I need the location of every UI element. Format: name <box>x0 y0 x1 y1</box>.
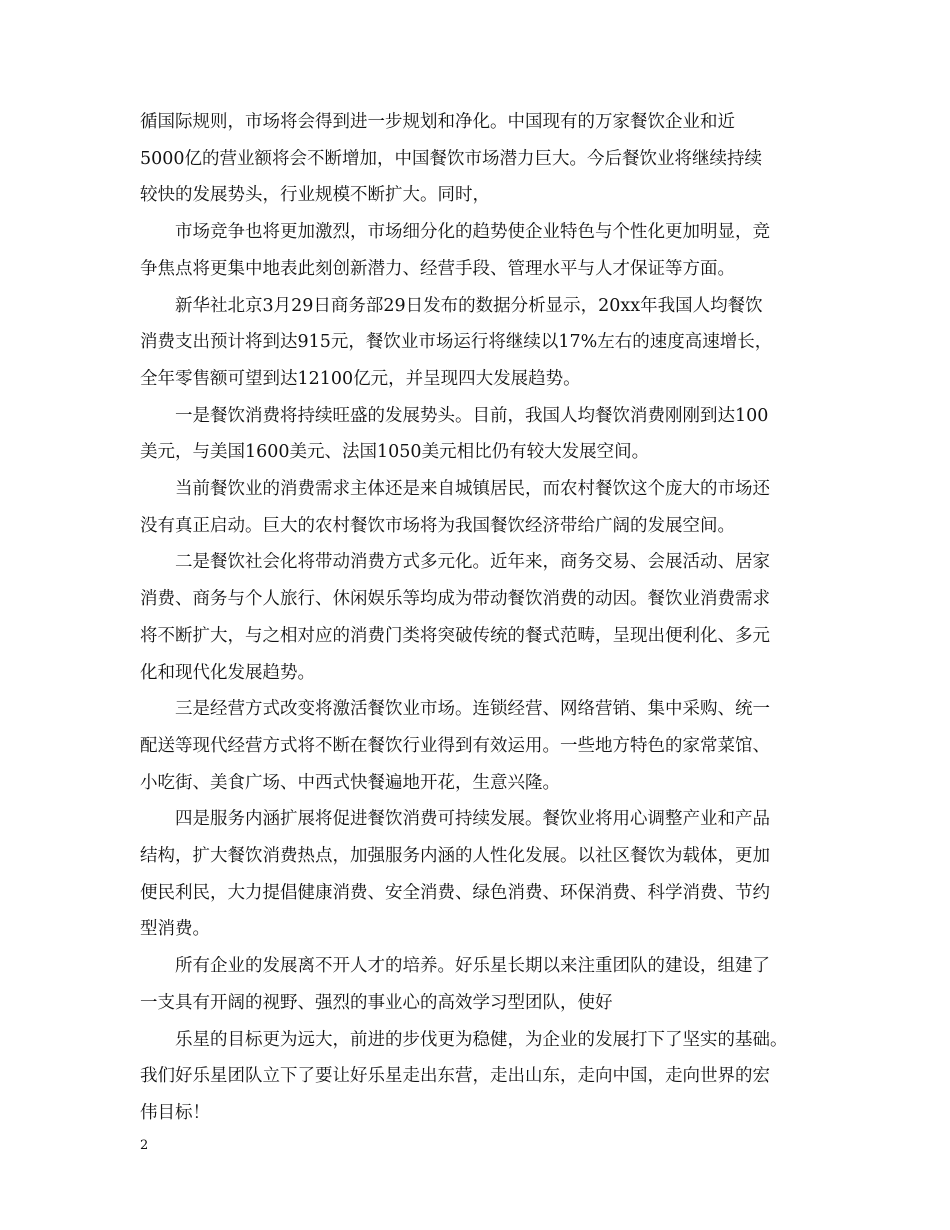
text-line: 消费、商务与个人旅行、休闲娱乐等均成为带动餐饮消费的动因。餐饮业消费需求 <box>140 589 770 610</box>
text-line: 三是经营方式改变将激活餐饮业市场。连锁经营、网络营销、集中采购、统一 <box>140 699 770 720</box>
text-line: 5000亿的营业额将会不断增加，中国餐饮市场潜力巨大。今后餐饮业将继续持续 <box>140 148 763 169</box>
text-line: 全年零售额可望到达12100亿元，并呈现四大发展趋势。 <box>140 368 581 389</box>
text-line: 消费支出预计将到达915元，餐饮业市场运行将继续以17%左右的速度高速增长， <box>140 332 773 353</box>
text-line: 型消费。 <box>140 919 210 940</box>
text-line: 便民利民，大力提倡健康消费、安全消费、绿色消费、环保消费、科学消费、节约 <box>140 882 770 903</box>
text-line: 所有企业的发展离不开人才的培养。好乐星长期以来注重团队的建设，组建了 <box>140 956 770 977</box>
page-number: 2 <box>140 1138 149 1153</box>
text-line: 美元，与美国1600美元、法国1050美元相比仍有较大发展空间。 <box>140 442 650 463</box>
text-line: 一是餐饮消费将持续旺盛的发展势头。目前，我国人均餐饮消费刚刚到达100 <box>140 405 769 426</box>
text-line: 伟目标！ <box>140 1102 210 1123</box>
text-line: 四是服务内涵扩展将促进餐饮消费可持续发展。餐饮业将用心调整产业和产品 <box>140 809 770 830</box>
text-line: 配送等现代经营方式将不断在餐饮行业得到有效运用。一些地方特色的家常菜馆、 <box>140 735 770 756</box>
text-line: 小吃街、美食广场、中西式快餐遍地开花，生意兴隆。 <box>140 772 560 793</box>
text-line: 一支具有开阔的视野、强烈的事业心的高效学习型团队，使好 <box>140 992 613 1013</box>
text-line: 结构，扩大餐饮消费热点，加强服务内涵的人性化发展。以社区餐饮为载体，更加 <box>140 846 770 866</box>
text-line: 较快的发展势头，行业规模不断扩大。同时， <box>140 185 490 206</box>
text-line: 将不断扩大，与之相对应的消费门类将突破传统的餐式范畴，呈现出便利化、多元 <box>140 625 770 646</box>
text-line: 市场竞争也将更加激烈，市场细分化的趋势使企业特色与个性化更加明显，竞 <box>140 222 770 243</box>
text-line: 二是餐饮社会化将带动消费方式多元化。近年来，商务交易、会展活动、居家 <box>140 552 770 573</box>
text-line: 当前餐饮业的消费需求主体还是来自城镇居民，而农村餐饮这个庞大的市场还 <box>140 479 770 499</box>
text-line: 争焦点将更集中地表此刻创新潜力、经营手段、管理水平与人才保证等方面。 <box>140 258 735 279</box>
text-line: 乐星的目标更为远大，前进的步伐更为稳健，为企业的发展打下了坚实的基础。 <box>140 1029 788 1050</box>
text-line: 化和现代化发展趋势。 <box>140 662 315 683</box>
text-line: 没有真正启动。巨大的农村餐饮市场将为我国餐饮经济带给广阔的发展空间。 <box>140 515 735 536</box>
text-line: 新华社北京3月29日商务部29日发布的数据分析显示，20xx年我国人均餐饮 <box>140 295 763 316</box>
text-line: 我们好乐星团队立下了要让好乐星走出东营，走出山东，走向中国，走向世界的宏 <box>140 1066 770 1087</box>
text-line: 循国际规则，市场将会得到进一步规划和净化。中国现有的万家餐饮企业和近 <box>140 112 735 132</box>
